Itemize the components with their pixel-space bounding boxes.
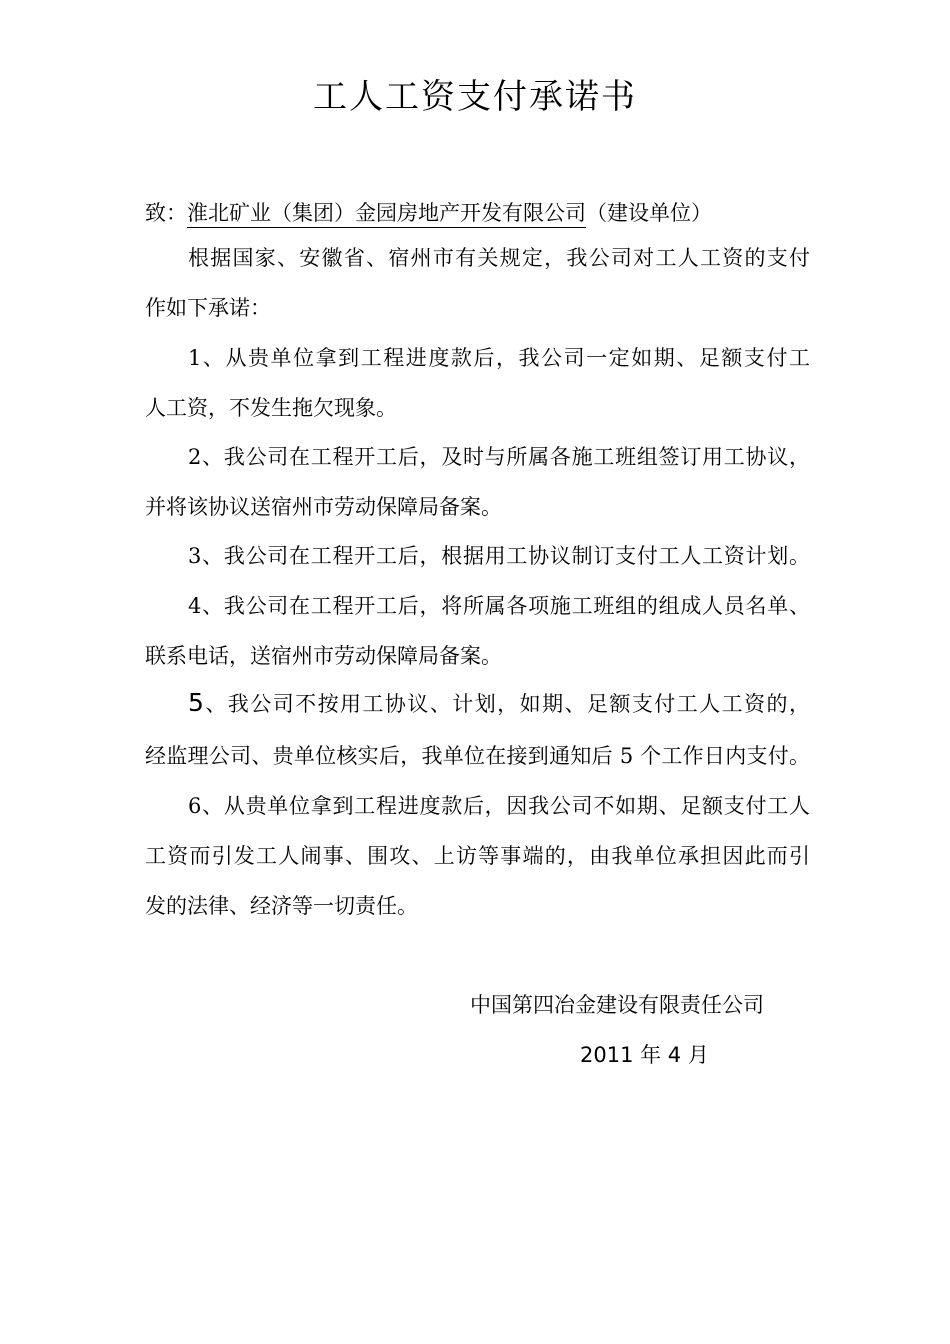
item-5-line-2: 经监理公司、贵单位核实后，我单位在接到通知后 5 个工作日内支付。 [145,744,810,768]
addressee-name: 淮北矿业（集团）金园房地产开发有限公司 [187,201,586,228]
item-5-number: 5 [188,688,204,717]
document-title: 工人工资支付承诺书 [313,77,637,117]
intro-line-1: 根据国家、安徽省、宿州市有关规定，我公司对工人工资的支付 [188,246,810,270]
item-3-line-1: 3、我公司在工程开工后，根据用工协议制订支付工人工资计划。 [188,544,810,568]
item-4-line-2: 联系电话，送宿州市劳动保障局备案。 [145,644,502,668]
item-1-line-2: 人工资，不发生拖欠现象。 [145,396,397,420]
item-2-line-1: 2、我公司在工程开工后，及时与所属各施工班组签订用工协议， [188,445,810,469]
item-5-text: 、我公司不按用工协议、计划，如期、足额支付工人工资的， [203,692,810,716]
item-1-line-1: 1、从贵单位拿到工程进度款后，我公司一定如期、足额支付工 [188,346,810,370]
item-6-line-1: 6、从贵单位拿到工程进度款后，因我公司不如期、足额支付工人 [188,794,810,818]
item-6-line-3: 发的法律、经济等一切责任。 [145,894,418,918]
item-5-line-1 [188,688,810,719]
addressee-suffix: （建设单位） [586,201,712,225]
item-4-line-1: 4、我公司在工程开工后，将所属各项施工班组的组成人员名单、 [188,594,810,618]
signature-date: 2011 年 4 月 [580,1043,709,1067]
item-2-line-2: 并将该协议送宿州市劳动保障局备案。 [145,495,502,519]
signature-company: 中国第四冶金建设有限责任公司 [470,993,764,1017]
addressee-line [145,198,810,228]
addressee-prefix: 致： [145,201,187,225]
intro-line-2: 作如下承诺： [145,296,271,320]
item-6-line-2: 工资而引发工人闹事、围攻、上访等事端的，由我单位承担因此而引 [145,844,810,868]
